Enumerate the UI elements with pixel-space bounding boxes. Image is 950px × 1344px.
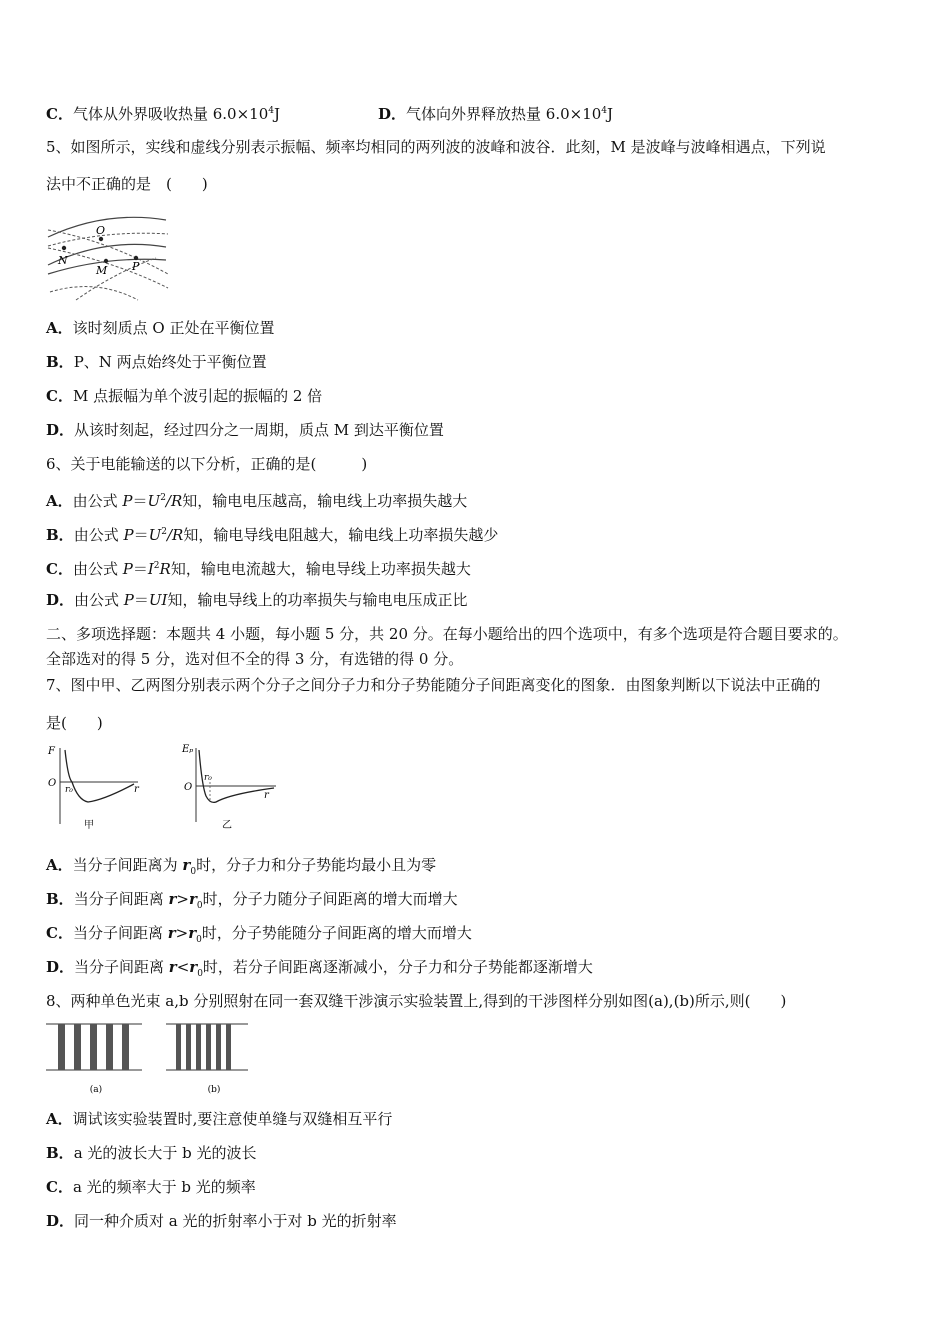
- q7-left-x-label: r: [134, 784, 139, 795]
- q7-right-y-label: Eₚ: [182, 744, 194, 755]
- q5-label-p: P: [132, 260, 140, 273]
- q7-force-graph: [44, 742, 144, 834]
- q8-fringe-pattern-a: [44, 1020, 144, 1102]
- q7-energy-graph: [180, 740, 280, 834]
- q7-left-r0: r₀: [65, 785, 73, 795]
- q5-option-d: D．从该时刻起，经过四分之一周期，质点 M 到达平衡位置: [46, 421, 444, 439]
- q5-label-n: N: [58, 254, 68, 267]
- q4-option-d: D．气体向外界释放热量 $6.0\times 10^4J$: [378, 105, 614, 123]
- q7-right-x-label: r: [264, 790, 269, 801]
- q7-option-d: D．当分子间距离 $r<r_0$时，若分子间距离逐渐减小，分子力和分子势能都逐渐增大: [46, 958, 593, 979]
- q7-right-caption: 乙: [222, 820, 232, 831]
- q5-label-o: O: [96, 224, 106, 237]
- q7-option-c: C．当分子间距离 $r>r_0$时，分子势能随分子间距离的增大而增大: [46, 924, 472, 945]
- q6-option-b: B．由公式 $P=U^2/R$知，输电导线电阻越大，输电线上功率损失越少: [46, 526, 499, 544]
- q7-left-caption: 甲: [84, 820, 94, 831]
- q7-stem-line1: 7、图中甲、乙两图分别表示两个分子之间分子力和分子势能随分子间距离变化的图象．由图象判断以下说法中正确的: [46, 676, 821, 694]
- q6-stem: 6、关于电能输送的以下分析，正确的是( ): [46, 455, 368, 473]
- q5-option-c: C．M 点振幅为单个波引起的振幅的 2 倍: [46, 387, 323, 405]
- q4-option-c: C．气体从外界吸收热量 $6.0\times 10^4J$: [46, 105, 280, 123]
- q8-option-a: A．调试该实验装置时,要注意使单缝与双缝相互平行: [46, 1110, 393, 1128]
- section2-line1: 二、多项选择题：本题共 4 小题，每小题 5 分，共 20 分。在每小题给出的四个选项中，有多个选项是符合题目要求的。: [46, 625, 848, 643]
- q6-option-d: D．由公式 P＝UI知，输电导线上的功率损失与输电电压成正比: [46, 591, 468, 609]
- q8-fig-a-caption: (a): [89, 1085, 103, 1095]
- q8-fig-b-caption: (b): [207, 1085, 221, 1095]
- section2-line2: 全部选对的得 5 分，选对但不全的得 3 分，有选错的得 0 分。: [46, 650, 464, 668]
- q7-option-a: A．当分子间距离为 $r_0$时，分子力和分子势能均最小且为零: [46, 856, 437, 877]
- q8-option-c: C．a 光的频率大于 b 光的频率: [46, 1178, 256, 1196]
- q5-label-m: M: [96, 264, 108, 277]
- q5-stem-line2: 法中不正确的是 ( ): [46, 175, 208, 193]
- q7-left-y-label: F: [48, 746, 55, 757]
- q5-option-b: B．P、N 两点始终处于平衡位置: [46, 353, 267, 371]
- q8-stem: 8、两种单色光束 a,b 分别照射在同一套双缝干涉演示实验装置上,得到的干涉图样分别如图(a),(b)所示,则( ): [46, 992, 787, 1010]
- q7-option-b: B．当分子间距离 $r>r_0$时，分子力随分子间距离的增大而增大: [46, 890, 458, 911]
- q7-right-r0: r₀: [204, 773, 212, 783]
- q5-stem-line1: 5、如图所示，实线和虚线分别表示振幅、频率均相同的两列波的波峰和波谷．此刻，M 是波峰与波峰相遇点，下列说: [46, 138, 826, 156]
- q8-option-d: D．同一种介质对 a 光的折射率小于对 b 光的折射率: [46, 1212, 397, 1230]
- q7-left-origin: O: [48, 778, 57, 789]
- q6-option-c: C．由公式 $P=I^2R$知，输电电流越大，输电导线上功率损失越大: [46, 560, 471, 578]
- q7-right-origin: O: [184, 782, 193, 793]
- q6-option-a: A．由公式 $P=U^2/R$知，输电电压越高，输电线上功率损失越大: [46, 492, 468, 510]
- q8-option-b: B．a 光的波长大于 b 光的波长: [46, 1144, 257, 1162]
- q5-wave-figure: [46, 212, 170, 302]
- q7-stem-line2: 是( ): [46, 714, 103, 732]
- q5-option-a: A．该时刻质点 O 正处在平衡位置: [46, 319, 275, 337]
- q8-fringe-pattern-b: [164, 1020, 250, 1102]
